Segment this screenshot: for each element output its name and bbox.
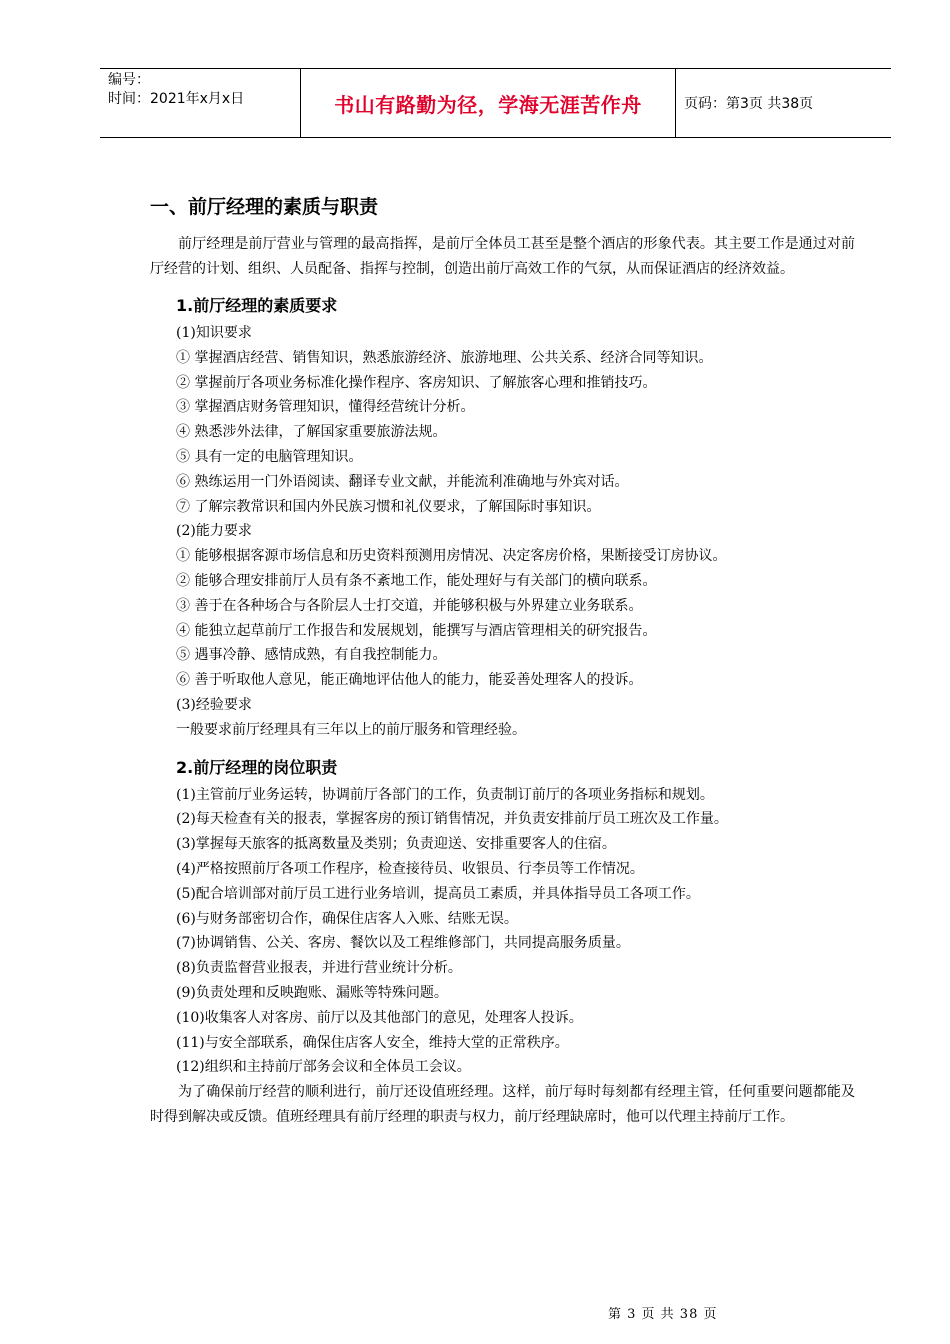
list-item: ⑤ 遇事冷静、感情成熟，有自我控制能力。 — [176, 647, 447, 664]
list-item: ④ 能独立起草前厅工作报告和发展规划，能撰写与酒店管理相关的研究报告。 — [176, 622, 657, 639]
closing-paragraph: 为了确保前厅经营的顺利进行，前厅还设值班经理。这样，前厅每时每刻都有经理主管，任何重要问题都能及时得到解决或反馈。值班经理具有前厅经理的职责与权力，前厅经理缺席时，他可以代理主持前厅工作。 — [150, 1084, 855, 1125]
list-item: (3)掌握每天旅客的抵离数量及类别；负责迎送、安排重要客人的住宿。 — [176, 836, 616, 853]
duties-list — [176, 783, 855, 1081]
list-item: (12)组织和主持前厅部务会议和全体员工会议。 — [176, 1059, 471, 1076]
list-item: ⑥ 熟练运用一门外语阅读、翻译专业文献，并能流利准确地与外宾对话。 — [176, 473, 629, 490]
list-item: (3)经验要求 — [176, 696, 252, 713]
list-item: (2)每天检查有关的报表，掌握客房的预订销售情况，并负责安排前厅员工班次及工作量。 — [176, 811, 728, 828]
list-item: (11)与安全部联系，确保住店客人安全，维持大堂的正常秩序。 — [176, 1034, 569, 1051]
list-item: ① 能够根据客源市场信息和历史资料预测用房情况、决定客房价格，果断接受订房协议。 — [176, 548, 727, 565]
list-item: (5)配合培训部对前厅员工进行业务培训，提高员工素质，并具体指导员工各项工作。 — [176, 885, 700, 902]
list-item: 一般要求前厅经理具有三年以上的前厅服务和管理经验。 — [176, 721, 526, 738]
list-item: ⑤ 具有一定的电脑管理知识。 — [176, 448, 363, 465]
list-item: (10)收集客人对客房、前厅以及其他部门的意见，处理客人投诉。 — [176, 1009, 583, 1026]
list-item: (1)主管前厅业务运转，协调前厅各部门的工作，负责制订前厅的各项业务指标和规划。 — [176, 786, 714, 803]
section-title: 一、前厅经理的素质与职责 — [150, 196, 379, 218]
intro-paragraph: 前厅经理是前厅营业与管理的最高指挥，是前厅全体员工甚至是整个酒店的形象代表。其主要工作是通过对前厅经营的计划、组织、人员配备、指挥与控制，创造出前厅高效工作的气氛，从而保证酒店的经济效益。 — [150, 236, 855, 277]
list-item: (9)负责处理和反映跑账、漏账等特殊问题。 — [176, 984, 448, 1001]
subsection-title-qualities: 1.前厅经理的素质要求 — [176, 296, 338, 315]
list-item: ② 能够合理安排前厅人员有条不紊地工作，能处理好与有关部门的横向联系。 — [176, 572, 657, 589]
header-meta — [100, 69, 301, 137]
subsection-title-duties: 2.前厅经理的岗位职责 — [176, 757, 338, 777]
list-item: ⑦ 了解宗教常识和国内外民族习惯和礼仪要求，了解国际时事知识。 — [176, 498, 601, 515]
page-header — [100, 68, 891, 138]
list-item: (8)负责监督营业报表，并进行营业统计分析。 — [176, 960, 462, 977]
list-item: (6)与财务部密切合作，确保住店客人入账、结账无误。 — [176, 910, 518, 927]
qualities-list — [176, 321, 855, 743]
list-item: ⑥ 善于听取他人意见，能正确地评估他人的能力，能妥善处理客人的投诉。 — [176, 672, 643, 689]
list-item: (7)协调销售、公关、客房、餐饮以及工程维修部门，共同提高服务质量。 — [176, 935, 630, 952]
header-motto: 书山有路勤为径，学海无涯苦作舟 — [301, 69, 676, 137]
list-item: (2)能力要求 — [176, 523, 252, 540]
page-footer: 第 3 页 共 38 页 — [608, 1307, 718, 1322]
list-item: ② 掌握前厅各项业务标准化操作程序、客房知识、了解旅客心理和推销技巧。 — [176, 374, 657, 391]
list-item: ③ 掌握酒店财务管理知识，懂得经营统计分析。 — [176, 399, 475, 416]
list-item: ③ 善于在各种场合与各阶层人士打交道，并能够积极与外界建立业务联系。 — [176, 597, 643, 614]
list-item: (4)严格按照前厅各项工作程序，检查接待员、收银员、行李员等工作情况。 — [176, 860, 644, 877]
list-item: ① 掌握酒店经营、销售知识，熟悉旅游经济、旅游地理、公共关系、经济合同等知识。 — [176, 349, 713, 366]
list-item: (1)知识要求 — [176, 325, 252, 341]
document-time-label: 时间：2021年x月x日 — [108, 91, 245, 107]
document-number-label: 编号： — [108, 72, 150, 88]
header-page-number: 页码：第3页 共38页 — [684, 96, 814, 112]
list-item: ④ 熟悉涉外法律，了解国家重要旅游法规。 — [176, 424, 447, 441]
document-body — [150, 190, 855, 1129]
